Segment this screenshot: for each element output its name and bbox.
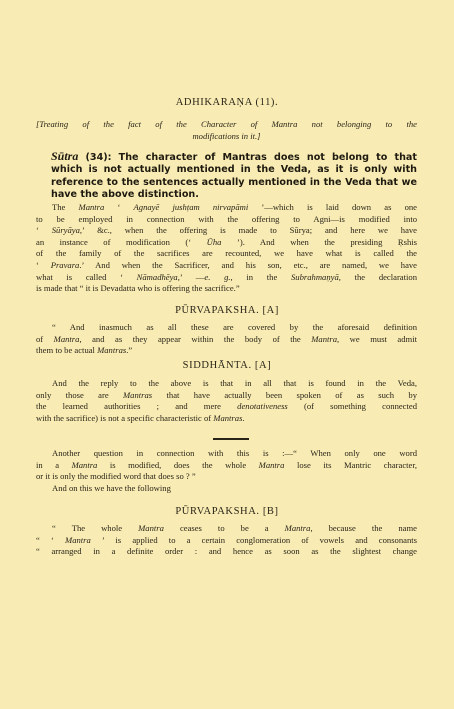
sutra-label: Sūtra xyxy=(51,149,79,163)
text-line: “ And inasmuch as all these are covered by the aforesaid definition xyxy=(52,322,417,332)
section-divider xyxy=(213,438,249,440)
subtitle-line: [Treating of the fact of the Character of Mantra not belonging to the xyxy=(36,119,417,129)
text-line: what is called ‘ Nāmadhēya,’ —e. g., in the Subrahmaṇyā, the declaration xyxy=(36,271,417,282)
paragraph-purvapaksha-a xyxy=(36,322,417,357)
sutra-line: have the above distinction. xyxy=(51,189,199,201)
paragraph-purvapaksha-b xyxy=(36,523,417,558)
sutra-line: Sūtra (34): The character of Mantras does not belong to that xyxy=(51,149,417,163)
text-line: “ arranged in a definite order : and hence as soon as the slightest change xyxy=(36,546,417,557)
siddhanta-a-heading: SIDDHĀNTA. [A] xyxy=(182,360,272,371)
paragraph-siddhanta-a xyxy=(36,378,417,424)
text-line: them to be actual Mantras.” xyxy=(36,345,133,356)
text-line: to be employed in connection with the offering to Agni—is modified into xyxy=(36,213,417,224)
section-subtitle xyxy=(36,119,417,142)
subtitle-line: modifications in it.] xyxy=(192,130,261,141)
text-line: only those are Mantras that have actually been spoken of as such by xyxy=(36,389,417,400)
purvapaksha-a-heading: PŪRVAPAKSHA. [A] xyxy=(175,305,279,316)
text-line: Another question in connection with this is :—“ When only one word xyxy=(52,448,417,458)
text-line: ‘ Pravara.’ And when the Sacrificer, and his son, etc., are named, we have xyxy=(36,259,417,270)
sutra-line: reference to the sentences actually mentioned in the Veda that we xyxy=(51,176,417,188)
text-line: of Mantra, and as they appear within the body of the Mantra, we must admit xyxy=(36,333,418,344)
text-line: And on this we have the following xyxy=(52,482,171,493)
text-line: of the family of the sacrifices are recounted, we have what is called the xyxy=(36,248,417,259)
text-line: or it is only the modified word that does so ? ” xyxy=(36,471,196,482)
text-line: And the reply to the above is that in all that is found in the Veda, xyxy=(52,378,417,388)
text-line: ‘ Sūryāya,’ &c., when the offering is made to Sūrya; and here we have xyxy=(36,225,417,236)
purvapaksha-b-heading: PŪRVAPAKSHA. [B] xyxy=(175,506,279,517)
paragraph-question xyxy=(36,448,417,494)
text-line: in a Mantra is modified, does the whole Mantra lose its Mantric character, xyxy=(36,459,418,470)
text-line: The Mantra ‘ Agnayē jushṭam nirvapāmi ’—which is laid down as one xyxy=(52,202,417,212)
text-line: “ The whole Mantra ceases to be a Mantra, because the name xyxy=(52,523,417,533)
text-line: an instance of modification (‘ Ūha ’). And when the presiding Ṛshis xyxy=(36,236,417,247)
sutra-statement xyxy=(51,150,417,202)
adhikarana-title: ADHIKARAṆA (11). xyxy=(175,97,279,108)
text-line: is made that “ it is Devadatta who is offering the sacrifice.” xyxy=(36,283,240,294)
text-line: with the sacrifice) is not a specific characteristic of Mantras. xyxy=(36,412,245,423)
text-line: “ ‘ Mantra ’ is applied to a certain conglomeration of vowels and consonants xyxy=(36,534,417,545)
paragraph-mantra-modification xyxy=(36,202,417,295)
sutra-line: which is not actually mentioned in the Veda, as it is only with xyxy=(51,164,417,176)
text-line: the learned authorities ; and mere denotativeness (of something connected xyxy=(36,401,417,412)
